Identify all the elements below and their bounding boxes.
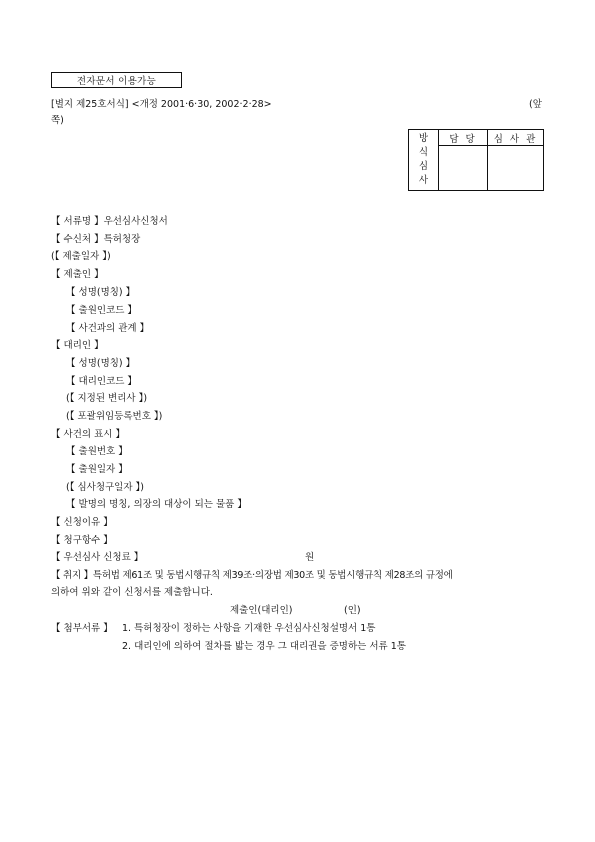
field-fee-label: 【 우선심사 신청료 】 — [51, 552, 144, 563]
field-agent-name: 【 성명(명칭) 】 — [66, 358, 136, 369]
field-submitter-code: 【 출원인코드 】 — [66, 305, 137, 316]
form-title: [별지 제25호서식] <개정 2001·6·30, 2002·2·28> — [51, 99, 272, 110]
field-submit-date: (【 제출일자 】) — [51, 251, 111, 262]
field-agent: 【 대리인 】 — [51, 340, 104, 351]
field-purpose-line1: 【 취지 】특허법 제61조 및 동법시행규칙 제39조·의장법 제30조 및 동법시행규칙 제28조의 규정에 — [51, 570, 453, 581]
review-box-col-staff: 담 당 — [439, 130, 488, 146]
field-reason: 【 신청이유 】 — [51, 517, 113, 528]
field-case: 【 사건의 표시 】 — [51, 429, 125, 440]
field-case-app-date: 【 출원일자 】 — [66, 464, 128, 475]
field-fee-unit: 원 — [305, 552, 315, 563]
attach-item-2: 2. 대리인에 의하여 절차를 밟는 경우 그 대리권을 증명하는 서류 1통 — [122, 641, 406, 652]
review-box-staff-cell — [439, 146, 488, 191]
review-box-row-label: 방 식 심 사 — [409, 130, 439, 191]
seal-label: (인) — [344, 605, 361, 616]
field-claims: 【 청구항수 】 — [51, 535, 113, 546]
electronic-document-label: 전자문서 이용가능 — [51, 72, 182, 88]
field-submitter-relation: 【 사건과의 관계 】 — [66, 323, 150, 334]
field-agent-general: (【 포괄위임등록번호 】) — [66, 411, 163, 422]
page-side-label: (앞 — [529, 99, 542, 110]
field-agent-designated: (【 지정된 변리사 】) — [66, 393, 148, 404]
attach-label: 【 첨부서류 】 — [51, 623, 113, 634]
review-box-examiner-cell — [488, 146, 544, 191]
field-submitter: 【 제출인 】 — [51, 269, 104, 280]
page-side-label-cont: 쪽) — [51, 115, 64, 126]
field-agent-code: 【 대리인코드 】 — [66, 376, 137, 387]
field-recipient: 【 수신처 】특허청장 — [51, 234, 141, 245]
field-case-title: 【 발명의 명칭, 의장의 대상이 되는 물품 】 — [66, 499, 247, 510]
field-case-app-no: 【 출원번호 】 — [66, 446, 128, 457]
field-purpose-line2: 의하여 위와 같이 신청서를 제출합니다. — [51, 587, 213, 598]
review-box — [408, 129, 544, 191]
review-box-col-examiner: 심 사 관 — [488, 130, 544, 146]
attach-item-1: 1. 특허청장이 정하는 사항을 기재한 우선심사신청설명서 1통 — [122, 623, 376, 634]
signer-label: 제출인(대리인) — [230, 605, 293, 616]
field-doc-name: 【 서류명 】우선심사신청서 — [51, 216, 168, 227]
field-submitter-name: 【 성명(명칭) 】 — [66, 287, 136, 298]
field-case-exam-date: (【 심사청구일자 】) — [66, 482, 145, 493]
